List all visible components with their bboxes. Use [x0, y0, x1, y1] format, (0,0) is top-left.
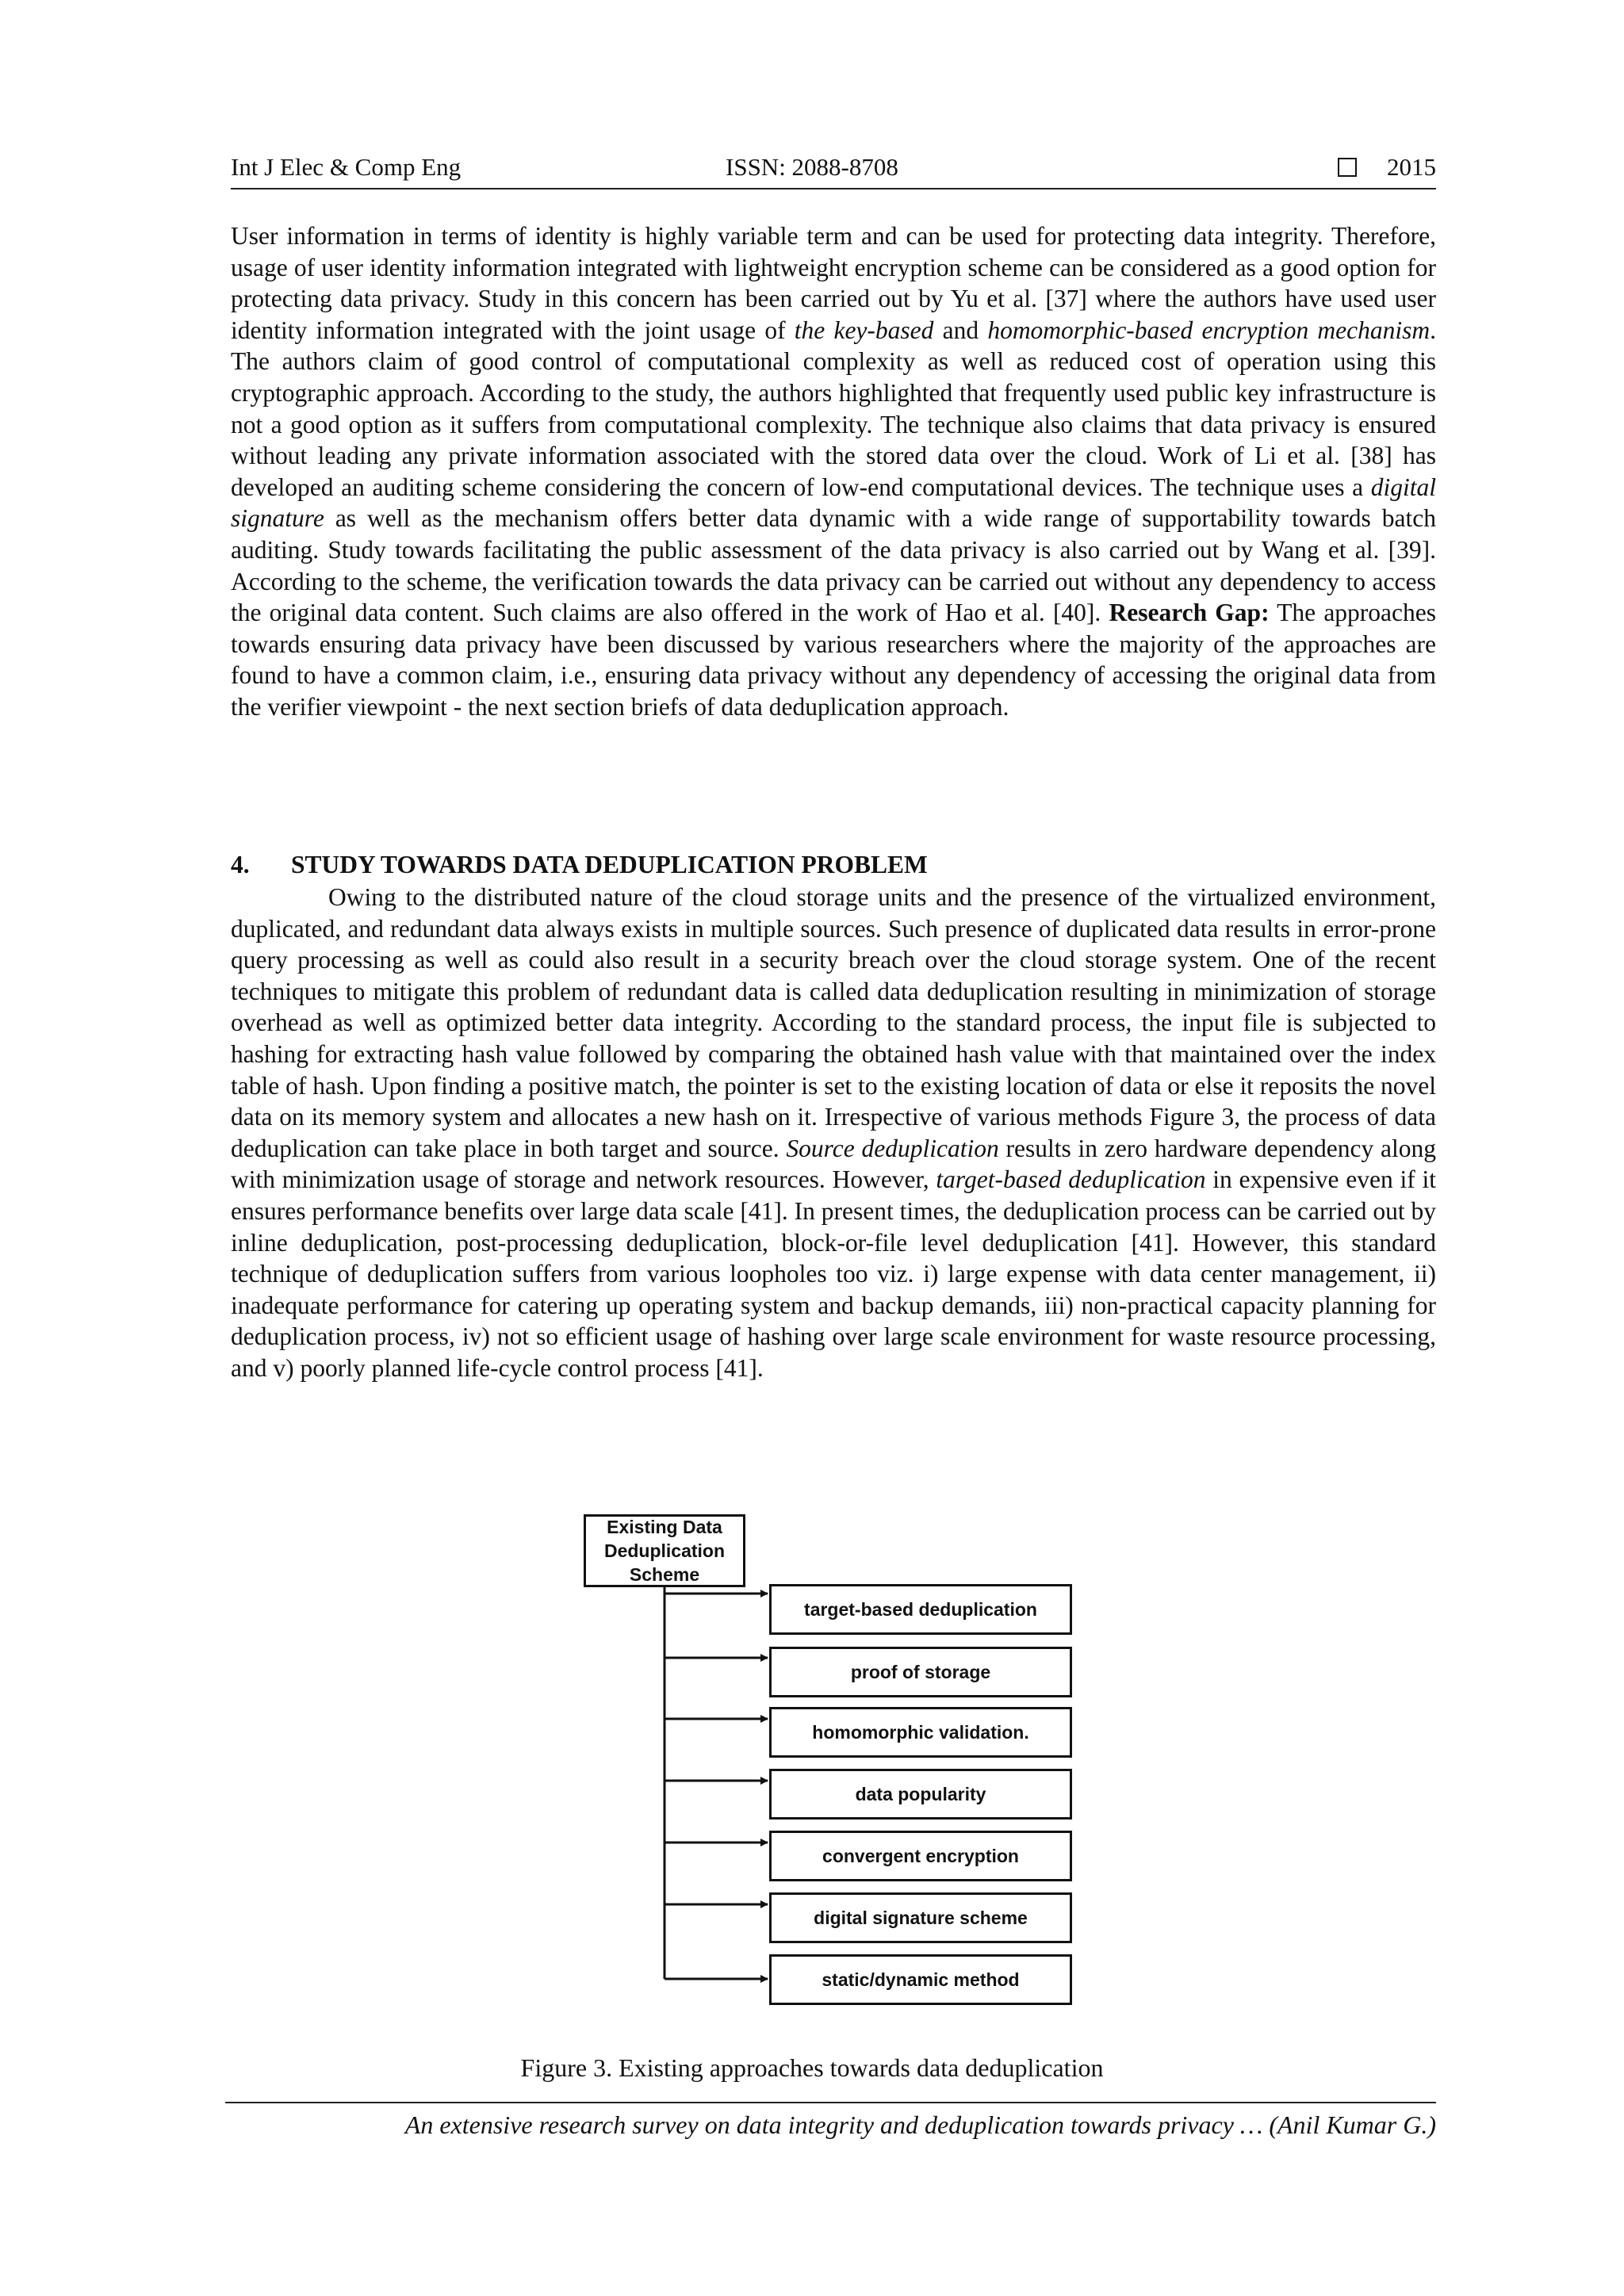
footer-divider: [225, 2102, 1436, 2103]
approach-box-data-popularity: data popularity: [769, 1769, 1072, 1820]
text-run: in expensive even if it ensures performance benefits over large data scale [41]. In present times, the deduplication process can be carried out by inline deduplication, post-processing deduplication, block-or-file level deduplication [41]. However, this standard technique of deduplication suffers from various loopholes too viz. i) large expense with data center management, ii) inadequate performance for catering up operating system and backup demands, iii) non-practical capacity planning for deduplication process, iv) not so efficient usage of hashing over large scale environment for waste resource processing, and v) poorly planned life-cycle control process [41].: [231, 1165, 1436, 1382]
italic-term: digital signature: [231, 473, 1436, 533]
italic-term: homomorphic-based encryption mechanism: [987, 316, 1431, 344]
issn-label: ISSN: 2088-8708: [726, 153, 898, 181]
section-number: 4.: [231, 851, 250, 878]
approach-box-proof-of-storage: proof of storage: [769, 1647, 1072, 1697]
figure-caption: Figure 3. Existing approaches towards data deduplication: [520, 2053, 1104, 2082]
square-bullet-icon: [1338, 158, 1357, 177]
running-header: [231, 153, 1436, 189]
section-heading: [231, 851, 928, 879]
italic-term: Source deduplication: [786, 1134, 999, 1162]
page-number: 2015: [1387, 153, 1436, 181]
text-run: User information in terms of identity is highly variable term and can be used for protecting data integrity. Therefore, usage of user identity information integrated with lightweight encryption scheme can be considered as a good option for protecting data privacy. Study in this concern has been carried out by Yu et al. [37] where the authors have used user identity information integrated with the joint usage of: [231, 222, 1436, 344]
approach-box-homomorphic: homomorphic validation.: [769, 1707, 1072, 1758]
italic-term: target-based deduplication: [936, 1165, 1206, 1194]
research-gap-label: Research Gap:: [1109, 599, 1270, 627]
text-run: and: [933, 316, 988, 344]
text-run: . The authors claim of good control of computational complexity as well as reduced cost of operation using this cryptographic approach. According to the study, the authors highlighted that frequently used public key infrastructure is not a good option as it suffers from computational complexity. The technique also claims that data privacy is ensured without leading any private information associated with the stored data over the cloud. Work of Li et al. [38] has developed an auditing scheme considering the concern of low-end computational devices. The technique uses a: [231, 316, 1436, 501]
text-run: as well as the mechanism offers better data dynamic with a wide range of supportability towards batch auditing. Study towards facilitating the public assessment of the data privacy is also carried out by Wang et al. [39]. According to the scheme, the verification towards the data privacy can be carried out without any dependency to access the original data content. Such claims are also offered in the work of Hao et al. [40].: [231, 504, 1436, 627]
running-footer: An extensive research survey on data integrity and deduplication towards privacy … (Anil Kumar G.): [404, 2110, 1436, 2139]
body-paragraph-deduplication: [231, 882, 1436, 1384]
text-run: results in zero hardware dependency along with minimization usage of storage and network resources. However,: [231, 1134, 1436, 1194]
approach-box-digital-signature: digital signature scheme: [769, 1892, 1072, 1943]
text-run: The approaches towards ensuring data privacy have been discussed by various researchers where the majority of the approaches are found to have a common claim, i.e., ensuring data privacy without any dependency of accessing the original data from the verifier viewpoint - the next section briefs of data deduplication approach.: [231, 599, 1436, 721]
body-paragraph-privacy: [231, 220, 1436, 723]
text-run: Owing to the distributed nature of the cloud storage units and the presence of the virtualized environment, duplicated, and redundant data always exists in multiple sources. Such presence of duplicated data results in error-prone query processing as well as could also result in a security breach over the cloud storage system. One of the recent techniques to mitigate this problem of redundant data is called data deduplication resulting in minimization of storage overhead as well as optimized better data integrity. According to the standard process, the input file is subjected to hashing for extracting hash value followed by comparing the obtained hash value with that maintained over the index table of hash. Upon finding a positive match, the pointer is set to the existing location of data or else it reposits the novel data on its memory system and allocates a new hash on it. Irrespective of various methods Figure 3, the process of data deduplication can take place in both target and source.: [231, 883, 1436, 1162]
journal-name: Int J Elec & Comp Eng: [231, 153, 462, 181]
approach-box-target-based: target-based deduplication: [769, 1584, 1072, 1635]
approach-box-convergent-encryption: convergent encryption: [769, 1831, 1072, 1881]
section-title: STUDY TOWARDS DATA DEDUPLICATION PROBLEM: [291, 851, 928, 878]
italic-term: the key-based: [794, 316, 934, 344]
approach-box-static-dynamic: static/dynamic method: [769, 1954, 1072, 2005]
root-scheme-box: Existing Data Deduplication Scheme: [584, 1514, 745, 1587]
page-number-group: [1338, 153, 1436, 182]
figure-3-diagram: [579, 1506, 1086, 2014]
